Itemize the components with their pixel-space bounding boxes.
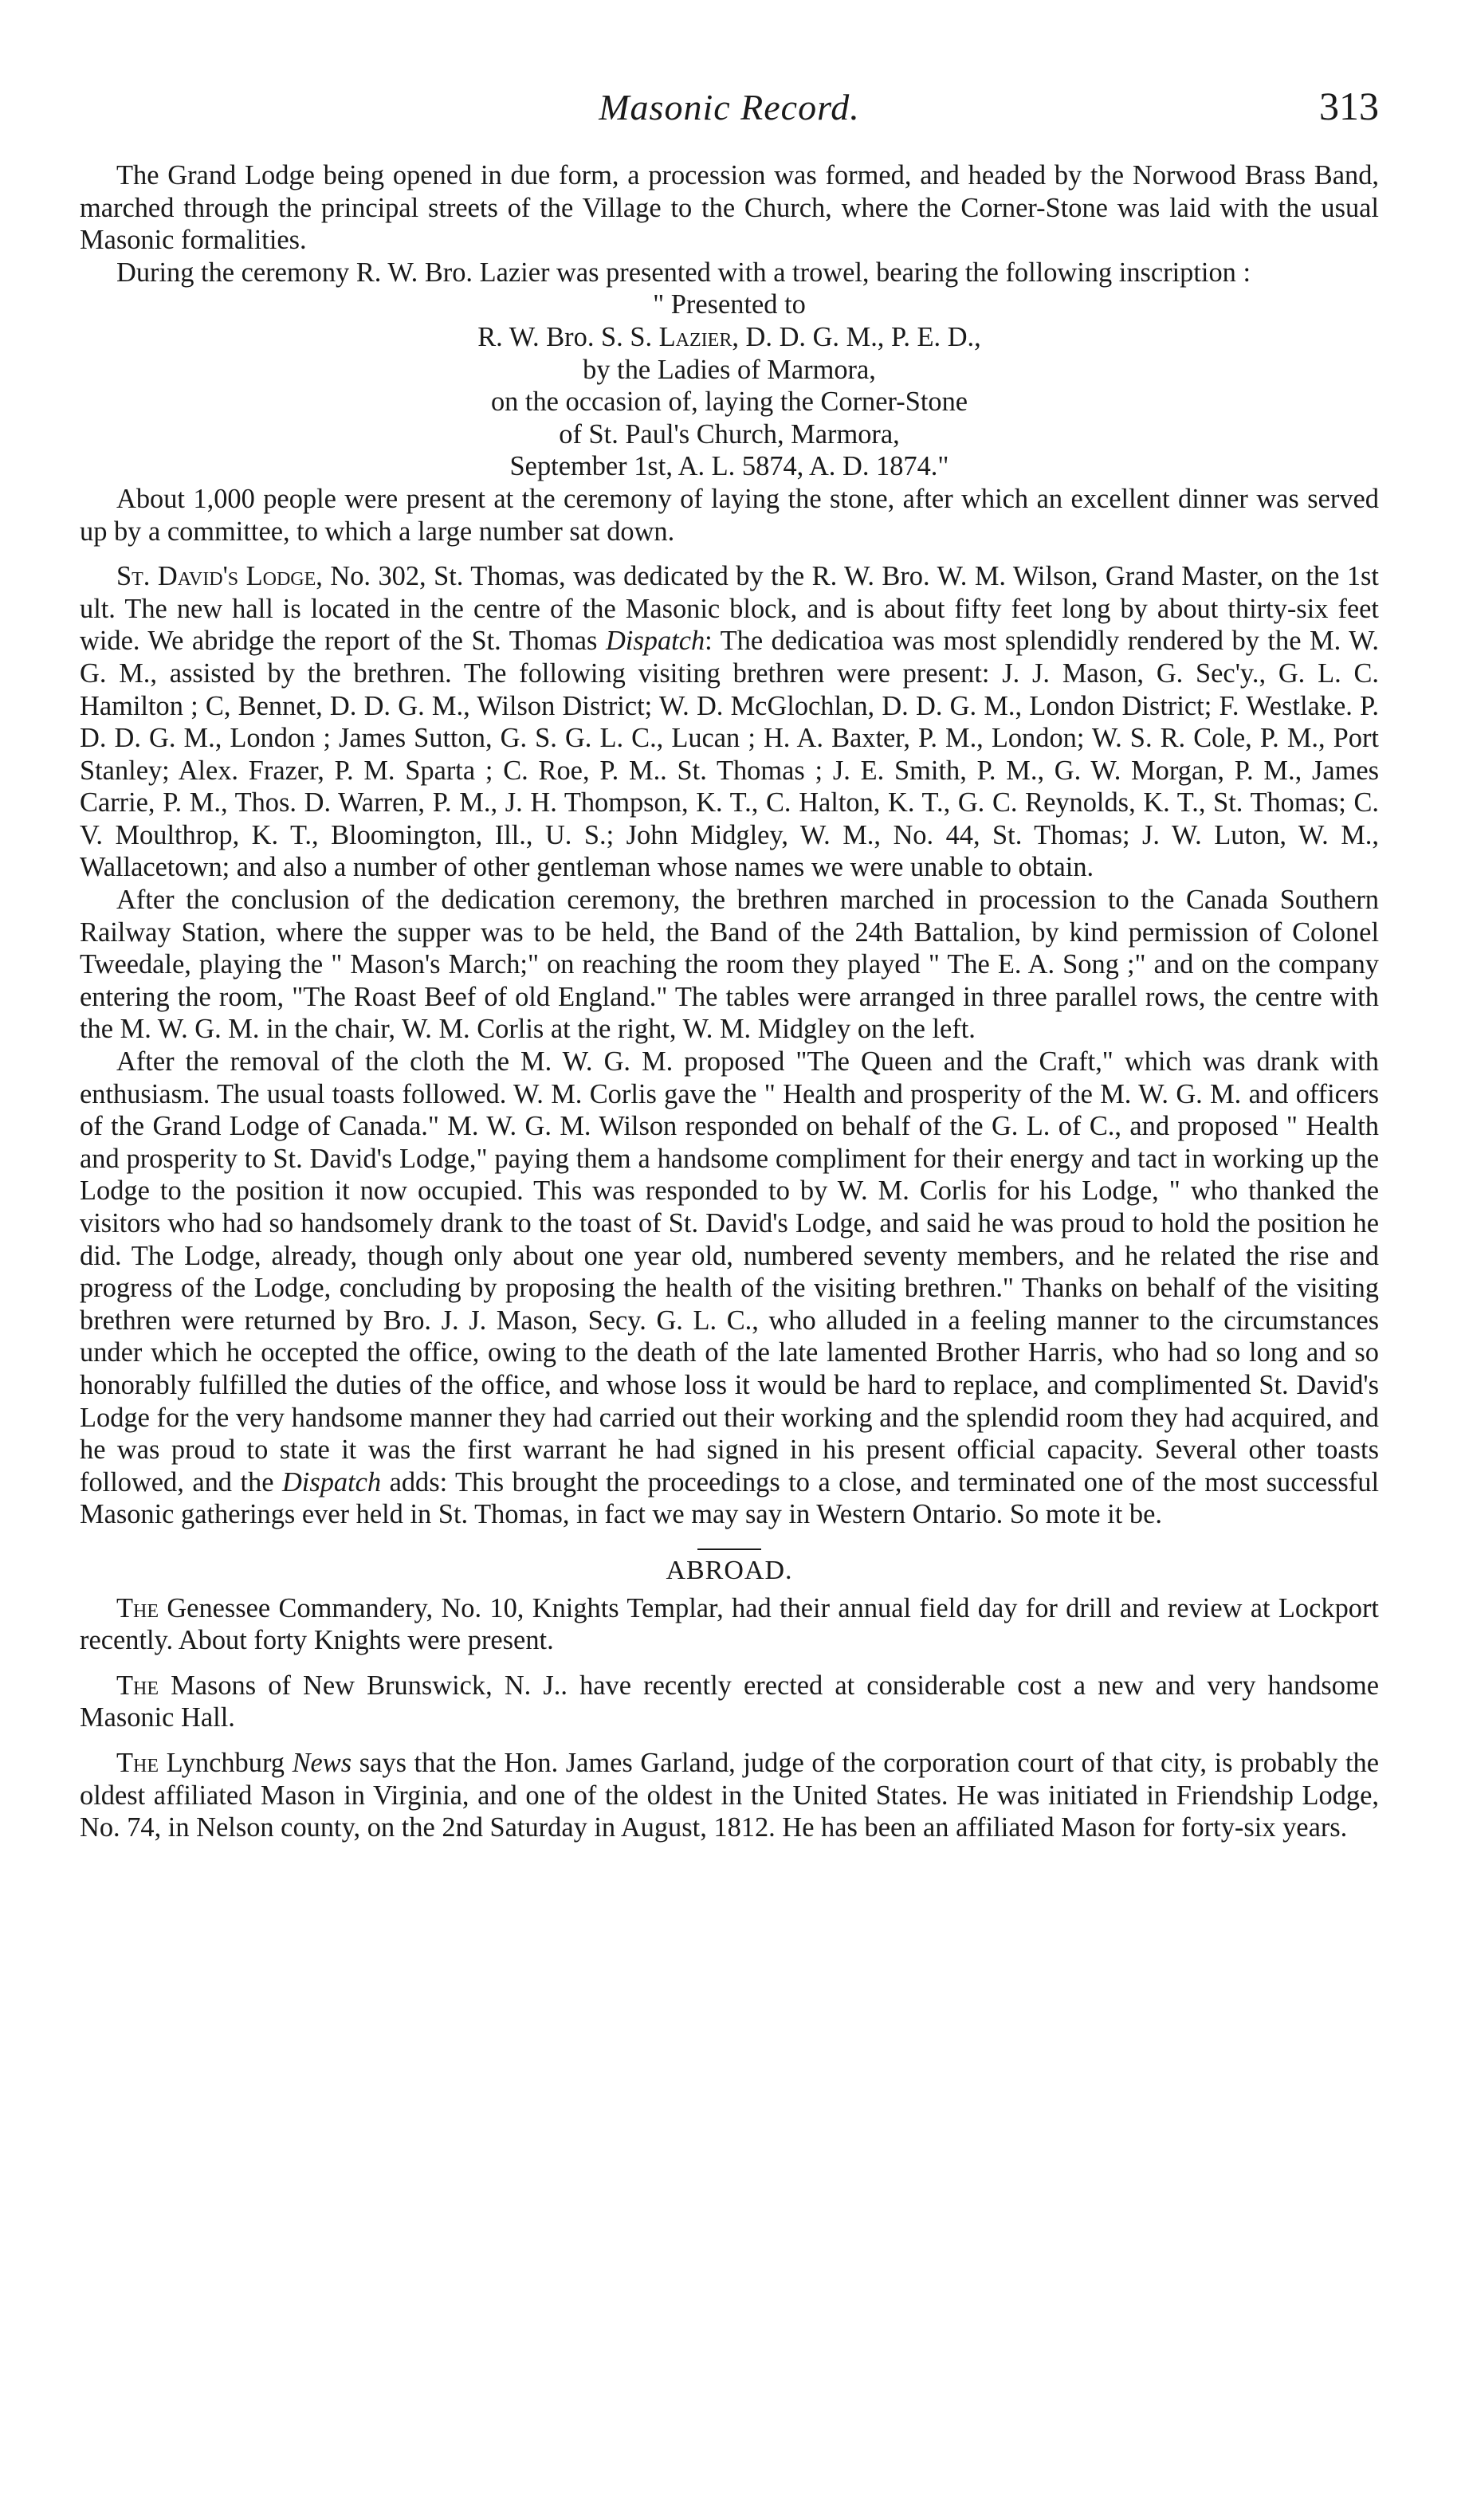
inscription-line: by the Ladies of Marmora, bbox=[583, 354, 876, 385]
section-heading-abroad: ABROAD. bbox=[666, 1555, 793, 1585]
paragraph-procession: The Grand Lodge being opened in due form, a procession was formed, and headed by the Norwood Brass Band, marched through the principal streets of the Village to the Church, where the Corner-Stone was laid with the usual Masonic formalities. bbox=[80, 160, 1379, 256]
trowel-inscription bbox=[80, 289, 1379, 483]
paragraph-attendance: About 1,000 people were present at the ceremony of laying the stone, after which an excellent dinner was served up by a committee, to which a large number sat down. bbox=[80, 483, 1379, 547]
paragraph-text: , No. 302, St. Thomas, was dedicated by the R. W. Bro. W. M. Wilson, Grand Master, on the 1st ult. The new hall is located in the centre of the Masonic block, and is about fifty feet long by about thirty-six feet wide. We abridge the report of the St. Thomas bbox=[80, 561, 1379, 657]
inscription-text: R. W. Bro. S. S. bbox=[477, 321, 659, 352]
paragraph-text: says that the Hon. James Garland, judge of the corporation court of that city, is probably the oldest affiliated Mason in Virginia, and one of the oldest in the United States. He was initiated in Friendship Lodge, No. 74, in Nelson county, on the 2nd Saturday in August, 1812. He has been an affiliated Mason for forty-six years. bbox=[80, 1747, 1379, 1843]
inscription-line: " Presented to bbox=[653, 289, 806, 320]
inscription-line: on the occasion of, laying the Corner-Stone bbox=[490, 387, 968, 418]
paragraph-text: Lynchburg bbox=[159, 1747, 293, 1778]
lead-in-smallcaps: The bbox=[116, 1592, 159, 1623]
paragraph-toasts bbox=[80, 1046, 1379, 1531]
paragraph-trowel: During the ceremony R. W. Bro. Lazier was presented with a trowel, bearing the following inscription : bbox=[116, 257, 1251, 288]
abroad-item-new-brunswick bbox=[80, 1670, 1379, 1734]
italic-publication: News bbox=[292, 1747, 352, 1778]
running-title: Masonic Record. bbox=[599, 87, 860, 128]
lead-in-smallcaps: The bbox=[116, 1670, 159, 1701]
paragraph-text: Masons of New Brunswick, N. J.. have recently erected at considerable cost a new and very handsome Masonic Hall. bbox=[80, 1670, 1379, 1733]
paragraph-text: : The dedicatioa was most splendidly rendered by the M. W. G. M., assisted by the brethren. The following visiting brethren were present: J. J. Mason, G. Sec'y., G. L. C. Hamilton ; C, Bennet, D. D. G. M., Wilson District; W. D. McGlochlan, D. D. G. M., London District; F. Westlake. P. D. D. G. M., London ; James Sutton, G. S. G. L. C., Lucan ; H. A. Baxter, P. M., London; W. S. R. Cole, P. M., Port Stanley; Alex. Frazer, P. M. Sparta ; C. Roe, P. M.. St. Thomas ; J. E. Smith, P. M., G. W. Morgan, P. M., James Carrie, P. M., Thos. D. Warren, P. M., J. H. Thompson, K. T., C. Halton, K. T., G. C. Reynolds, K. T., St. Thomas; C. V. Moulthrop, K. T., Bloomington, Ill., U. S.; John Midgley, W. M., No. 44, St. Thomas; J. W. Luton, W. M., Wallacetown; and also a number of other gentleman whose names we were unable to obtain. bbox=[80, 626, 1379, 883]
lead-in-smallcaps: St. David's Lodge bbox=[116, 561, 316, 592]
page-number: 313 bbox=[1319, 84, 1379, 128]
paragraph-procession-supper: After the conclusion of the dedication ceremony, the brethren marched in procession to the Canada Southern Railway Station, where the supper was to be held, the Band of the 24th Battalion, by kind permission of Colonel Tweedale, playing the " Mason's March;" on reaching the room they played " The E. A. Song ;" and on the company entering the room, "The Roast Beef of old England." The tables were arranged in three parallel rows, the centre with the M. W. G. M. in the chair, W. M. Corlis at the right, W. M. Midgley on the left. bbox=[80, 885, 1379, 1045]
section-divider bbox=[697, 1549, 761, 1550]
italic-publication: Dispatch bbox=[605, 626, 705, 657]
running-head bbox=[80, 86, 1379, 142]
inscription-line-recipient bbox=[80, 321, 1379, 354]
inscription-line: September 1st, A. L. 5874, A. D. 1874." bbox=[509, 451, 949, 482]
inscription-name-smallcaps: Lazier bbox=[658, 321, 732, 352]
inscription-text: , D. D. G. M., P. E. D., bbox=[732, 321, 981, 352]
lead-in-smallcaps: The bbox=[116, 1747, 159, 1778]
abroad-item-genessee bbox=[80, 1592, 1379, 1657]
inscription-line: of St. Paul's Church, Marmora, bbox=[559, 418, 900, 449]
italic-publication: Dispatch bbox=[281, 1466, 382, 1497]
abroad-item-lynchburg bbox=[80, 1747, 1379, 1844]
paragraph-text: adds: This brought the proceedings to a close, and terminated one of the most successful Masonic gatherings ever held in St. Thomas, in fact we may say in Western Ontario. So mote it be. bbox=[80, 1466, 1379, 1530]
paragraph-text: Genessee Commandery, No. 10, Knights Templar, had their annual field day for drill and review at Lockport recently. About forty Knights were present. bbox=[80, 1592, 1379, 1656]
paragraph-st-davids-dedication bbox=[80, 560, 1379, 884]
paragraph-text: After the removal of the cloth the M. W. G. M. proposed "The Queen and the Craft," which was drank with enthusiasm. The usual toasts followed. W. M. Corlis gave the " Health and prosperity of the M. W. G. M. and officers of the Grand Lodge of Canada." M. W. G. M. Wilson responded on behalf of the G. L. of C., and proposed " Health and prosperity to St. David's Lodge," paying them a handsome compliment for their energy and tact in working up the Lodge to the position it now occupied. This was responded to by W. M. Corlis for his Lodge, " who thanked the visitors who had so handsomely drank to the toast of St. David's Lodge, and said he was proud to hold the position he did. The Lodge, already, though only about one year old, numbered seventy members, and he related the rise and progress of the Lodge, concluding by proposing the health of the visiting brethren." Thanks on behalf of the visiting brethren were returned by Bro. J. J. Mason, Secy. G. L. C., who alluded in a feeling manner to the circumstances under which he occepted the office, owing to the death of the late lamented Brother Harris, who had so long and so honorably fulfilled the duties of the office, and whose loss it would be hard to replace, and complimented St. David's Lodge for the very handsome manner they had carried out their working and the splendid room they had acquired, and he was proud to state it was the first warrant he had signed in his present official capacity. Several other toasts followed, and the bbox=[80, 1046, 1379, 1497]
article-body bbox=[80, 159, 1379, 1844]
